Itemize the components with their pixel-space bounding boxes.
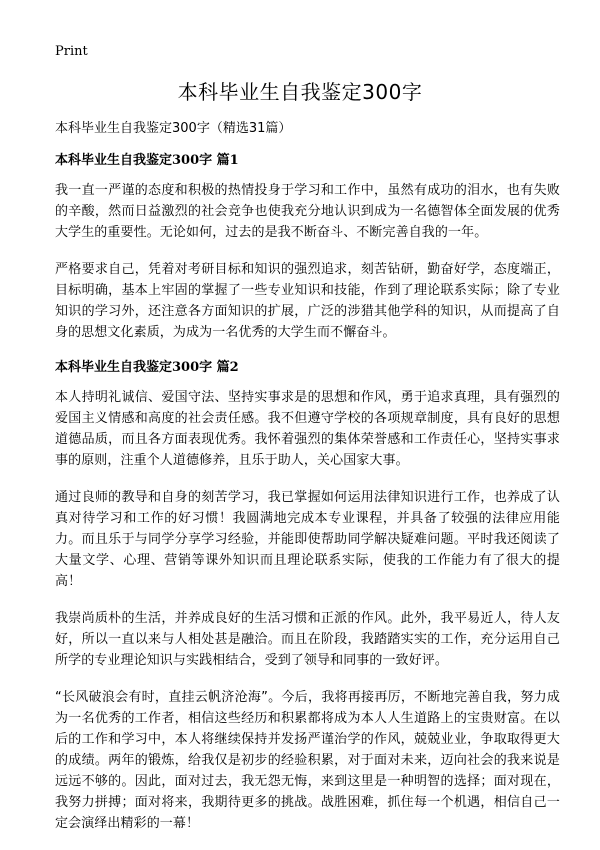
section-2-paragraph-1: 本人持明礼诚信、爱国守法、坚持实事求是的思想和作风，勇于追求真理，具有强烈的爱国主义情感和高度的社会责任感。我不但遵守学校的各项规章制度，具有良好的思想道德品质，而且各方面表现优秀。我怀着强烈的集体荣誉感和工作责任心，坚持实事求事的原则，注重个人道德修养，且乐于助人，关心国家大事。	[55, 390, 560, 468]
page-title: 本科毕业生自我鉴定300字	[177, 80, 423, 104]
section-heading-1: 本科毕业生自我鉴定300字 篇1	[55, 153, 239, 168]
document-body	[55, 120, 560, 850]
section-2-paragraph-4: “长风破浪会有时，直挂云帆济沧海”。今后，我将再接再厉，不断地完善自我，努力成为一名优秀的工作者，相信这些经历和积累都将成为本人人生道路上的宝贵财富。在以后的工作和学习中，本人将继续保持并发扬严谨治学的作风，兢兢业业，争取取得更大的成绩。两年的锻炼，给我仅是初步的经验积累，对于面对未来，迈向社会的我来说是远远不够的。因此，面对过去，我无怨无悔，来到这里是一种明智的选择；面对现在，我努力拼搏；面对将来，我期待更多的挑战。战胜困难，抓住每一个机遇，相信自己一定会演绎出精彩的一幕！	[55, 690, 560, 831]
section-1-paragraph-1: 我一直一严谨的态度和积极的热情投身于学习和工作中，虽然有成功的泪水，也有失败的辛酸，然而日益激烈的社会竞争也使我充分地认识到成为一名德智体全面发展的优秀大学生的重要性。无论如何，过去的是我不断奋斗、不断完善自我的一年。	[55, 183, 560, 240]
section-heading-2: 本科毕业生自我鉴定300字 篇2	[55, 360, 239, 375]
section-1-paragraph-2: 严格要求自己，凭着对考研目标和知识的强烈追求，刻苦钻研，勤奋好学，态度端正，目标明确，基本上牢固的掌握了一些专业知识和技能，作到了理论联系实际；除了专业知识的学习外，还注意各方面知识的扩展，广泛的涉猎其他学科的知识，从而提高了自身的思想文化素质，为成为一名优秀的大学生而不懈奋斗。	[55, 262, 560, 340]
section-2-paragraph-3: 我崇尚质朴的生活，并养成良好的生活习惯和正派的作风。此外，我平易近人，待人友好，所以一直以来与人相处甚是融洽。而且在阶段，我踏踏实实的工作，充分运用自己所学的专业理论知识与实践相结合，受到了领导和同事的一致好评。	[55, 611, 560, 668]
section-2-paragraph-2: 通过良师的教导和自身的刻苦学习，我已掌握如何运用法律知识进行工作，也养成了认真对待学习和工作的好习惯！我圆满地完成本专业课程，并具备了较强的法律应用能力。而且乐于与同学分享学习经验，并能即使帮助同学解决疑难问题。平时我还阅读了大量文学、心理、营销等课外知识而且理论联系实际，使我的工作能力有了很大的提高！	[55, 490, 560, 589]
document-subtitle: 本科毕业生自我鉴定300字（精选31篇）	[55, 121, 292, 136]
print-link[interactable]: Print	[55, 44, 88, 59]
